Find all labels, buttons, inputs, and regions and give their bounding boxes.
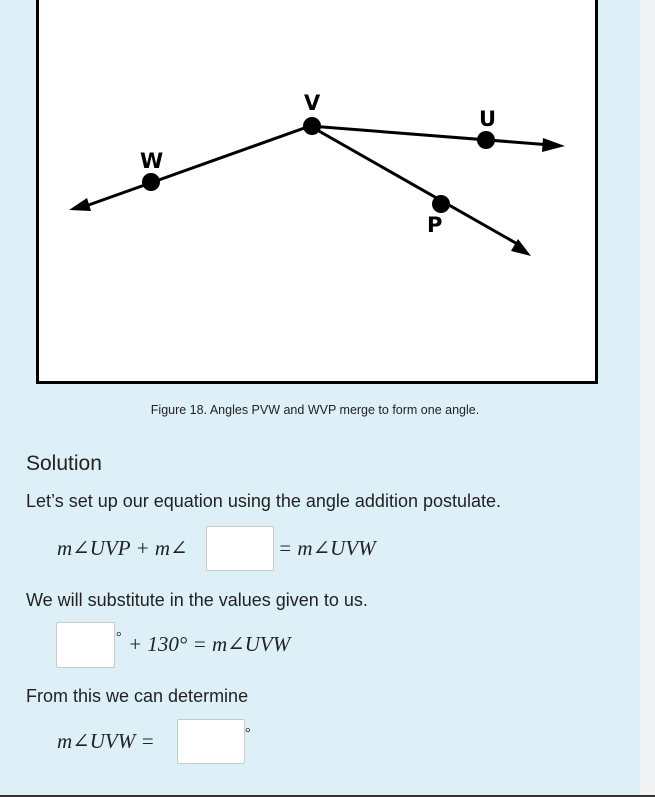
- label-u: U: [479, 107, 497, 131]
- eq1-angle-input[interactable]: [206, 526, 274, 571]
- eq3-left: m∠UVW =: [57, 729, 155, 753]
- figure-caption: Figure 18. Angles PVW and WVP merge to form one angle.: [150, 403, 480, 417]
- eq1-left: m∠UVP + m∠: [57, 536, 188, 560]
- point-v: [303, 117, 321, 135]
- arrowhead-u: [542, 138, 565, 152]
- ray-vu: [310, 126, 551, 145]
- intro-text: Let’s set up our equation using the angle addition postulate.: [26, 491, 502, 511]
- point-p: [432, 195, 450, 213]
- eq2-degree-symbol: °: [116, 630, 122, 645]
- label-p: P: [427, 213, 443, 237]
- solution-heading: Solution: [26, 452, 102, 475]
- eq1-right: = m∠UVW: [278, 536, 376, 560]
- label-w: W: [140, 149, 164, 173]
- label-v: V: [304, 91, 321, 115]
- eq2-angle-input[interactable]: [56, 622, 115, 668]
- eq3-angle-input[interactable]: [177, 719, 245, 764]
- arrowhead-w: [69, 198, 91, 211]
- substitute-text: We will substitute in the values given to us.: [26, 590, 368, 610]
- eq3-degree-symbol: °: [245, 726, 251, 741]
- figure-diagram: [36, 0, 598, 384]
- point-w: [142, 173, 160, 191]
- determine-text: From this we can determine: [26, 686, 249, 706]
- eq2-rest: + 130° = m∠UVW: [128, 632, 291, 656]
- ray-vw: [83, 126, 310, 207]
- point-u: [477, 131, 495, 149]
- angle-diagram-svg: [39, 0, 595, 381]
